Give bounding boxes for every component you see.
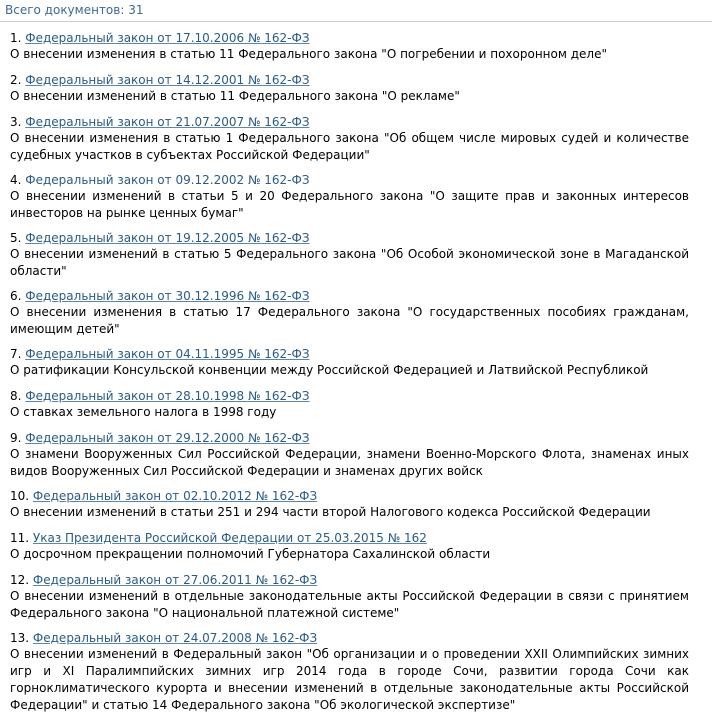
entry-title-line (10, 114, 689, 130)
entry-title-line (10, 230, 689, 246)
entry-title-line (10, 430, 689, 446)
entry-number: 6. (10, 289, 22, 303)
list-item (10, 114, 689, 164)
entry-number: 10. (10, 489, 30, 503)
list-item (10, 72, 689, 105)
entry-number: 11. (10, 531, 30, 545)
entry-title-line (10, 488, 689, 504)
document-description: О ставках земельного налога в 1998 году (10, 405, 277, 419)
document-description: О внесении изменений в статью 11 Федерального закона "О рекламе" (10, 89, 460, 103)
list-item (10, 346, 689, 379)
document-link[interactable]: Федеральный закон от 28.10.1998 № 162-ФЗ (25, 389, 310, 403)
entry-number: 5. (10, 231, 22, 245)
list-item (10, 172, 689, 222)
entry-number: 4. (10, 173, 22, 187)
list-item (10, 288, 689, 338)
entry-title-line (10, 72, 689, 88)
document-description: О внесении изменений в статьи 251 и 294 части второй Налогового кодекса Российской Федерации (10, 505, 651, 519)
entry-title-line (10, 630, 689, 646)
document-description: О внесении изменений в Федеральный закон "Об организации и о проведении XXII Олимпийских зимних игр и XI Паралимпийских зимних игр 2014 года в городе Сочи, развитии города Сочи как горноклиматического курорта и внесении изменений в отдельные законодательные акты Российской Федерации" и статью 14 Федерального закона "Об экологической экспертизе" (10, 647, 689, 712)
list-item (10, 430, 689, 480)
list-item (10, 388, 689, 421)
document-description: О внесении изменений в статью 5 Федерального закона "Об Особой экономической зоне в Магаданской области" (10, 247, 689, 278)
document-link[interactable]: Указ Президента Российской Федерации от 25.03.2015 № 162 (32, 531, 427, 545)
document-link[interactable]: Федеральный закон от 30.12.1996 № 162-ФЗ (25, 289, 310, 303)
list-item (10, 488, 689, 521)
document-description: О внесении изменения в статью 17 Федерального закона "О государственных пособиях гражданам, имеющим детей" (10, 305, 689, 336)
document-description: О внесении изменения в статью 11 Федерального закона "О погребении и похоронном деле" (10, 47, 607, 61)
document-description: О внесении изменений в отдельные законодательные акты Российской Федерации в связи с принятием Федерального закона "О национальной платежной системе" (10, 589, 689, 620)
entry-title-line (10, 530, 689, 546)
document-link[interactable]: Федеральный закон от 14.12.2001 № 162-ФЗ (25, 73, 310, 87)
document-description: О внесении изменения в статью 1 Федерального закона "Об общем числе мировых судей и количестве судебных участков в субъектах Российской Федерации" (10, 131, 689, 162)
document-link[interactable]: Федеральный закон от 04.11.1995 № 162-ФЗ (25, 347, 310, 361)
entry-title-line (10, 346, 689, 362)
entry-number: 7. (10, 347, 22, 361)
document-link[interactable]: Федеральный закон от 29.12.2000 № 162-ФЗ (25, 431, 310, 445)
entry-number: 8. (10, 389, 22, 403)
list-item (10, 530, 689, 563)
document-description: О досрочном прекращении полномочий Губернатора Сахалинской области (10, 547, 491, 561)
entry-title-line (10, 288, 689, 304)
document-description: О ратификации Консульской конвенции между Российской Федерацией и Латвийской Республикой (10, 363, 649, 377)
entry-number: 12. (10, 573, 30, 587)
list-item (10, 630, 689, 714)
total-documents-count: Всего документов: 31 (5, 3, 144, 17)
document-link[interactable]: Федеральный закон от 09.12.2002 № 162-ФЗ (25, 173, 310, 187)
document-description: О внесении изменений в статьи 5 и 20 Федерального закона "О защите прав и законных интересов инвесторов на рынке ценных бумаг" (10, 189, 689, 220)
document-link[interactable]: Федеральный закон от 19.12.2005 № 162-ФЗ (25, 231, 310, 245)
entry-number: 13. (10, 631, 30, 645)
entry-number: 3. (10, 115, 22, 129)
entry-number: 1. (10, 31, 22, 45)
entry-title-line (10, 172, 689, 188)
results-header (0, 0, 712, 22)
list-item (10, 230, 689, 280)
entry-title-line (10, 572, 689, 588)
entry-title-line (10, 30, 689, 46)
entry-number: 2. (10, 73, 22, 87)
document-link[interactable]: Федеральный закон от 02.10.2012 № 162-ФЗ (32, 489, 318, 503)
entry-title-line (10, 388, 689, 404)
document-description: О знамени Вооруженных Сил Российской Федерации, знамени Военно-Морского Флота, знаменах иных видов Вооруженных Сил Российской Федерации и знаменах других войск (10, 447, 689, 478)
list-item (10, 30, 689, 63)
document-link[interactable]: Федеральный закон от 17.10.2006 № 162-ФЗ (25, 31, 310, 45)
entry-number: 9. (10, 431, 22, 445)
document-link[interactable]: Федеральный закон от 27.06.2011 № 162-ФЗ (32, 573, 318, 587)
document-link[interactable]: Федеральный закон от 21.07.2007 № 162-ФЗ (25, 115, 310, 129)
document-link[interactable]: Федеральный закон от 24.07.2008 № 162-ФЗ (32, 631, 318, 645)
list-item (10, 572, 689, 622)
